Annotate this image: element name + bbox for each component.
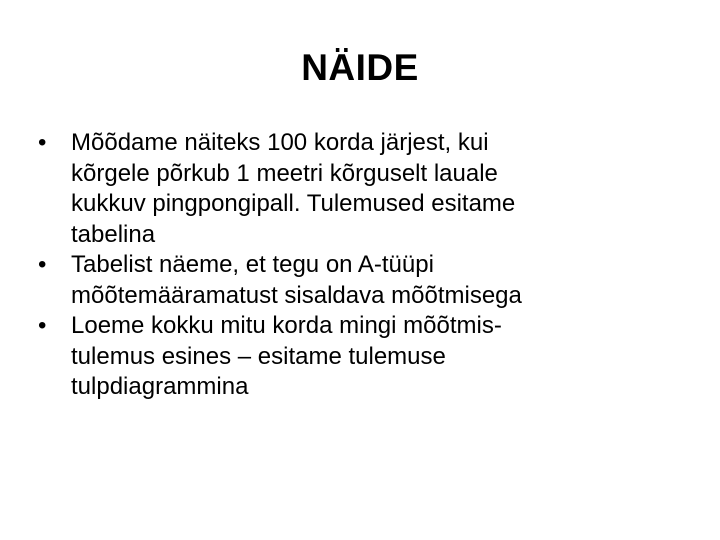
bullet-item	[36, 311, 676, 403]
bullet-line: Tabelist näeme, et tegu on A-tüüpi	[71, 251, 434, 278]
bullet-line: mõõtemääramatust sisaldava mõõtmisega	[71, 281, 522, 309]
bullet-line: tulemus esines – esitame tulemuse	[71, 342, 446, 370]
bullet-line: Mõõdame näiteks 100 korda järjest, kui	[71, 129, 489, 156]
slide-title: NÄIDE	[301, 47, 419, 88]
bullet-item	[36, 250, 676, 311]
bullet-item	[36, 128, 676, 250]
bullet-list	[36, 128, 676, 403]
bullet-line: tulpdiagrammina	[71, 373, 249, 400]
bullet-dot-icon: •	[38, 251, 47, 278]
bullet-line: tabelina	[71, 220, 156, 248]
bullet-dot-icon: •	[38, 312, 47, 339]
bullet-line: Loeme kokku mitu korda mingi mõõtmis-	[71, 312, 502, 339]
bullet-line: kõrgele põrkub 1 meetri kõrguselt lauale	[71, 159, 498, 187]
bullet-dot-icon: •	[38, 129, 47, 156]
bullet-line: kukkuv pingpongipall. Tulemused esitame	[71, 190, 516, 217]
